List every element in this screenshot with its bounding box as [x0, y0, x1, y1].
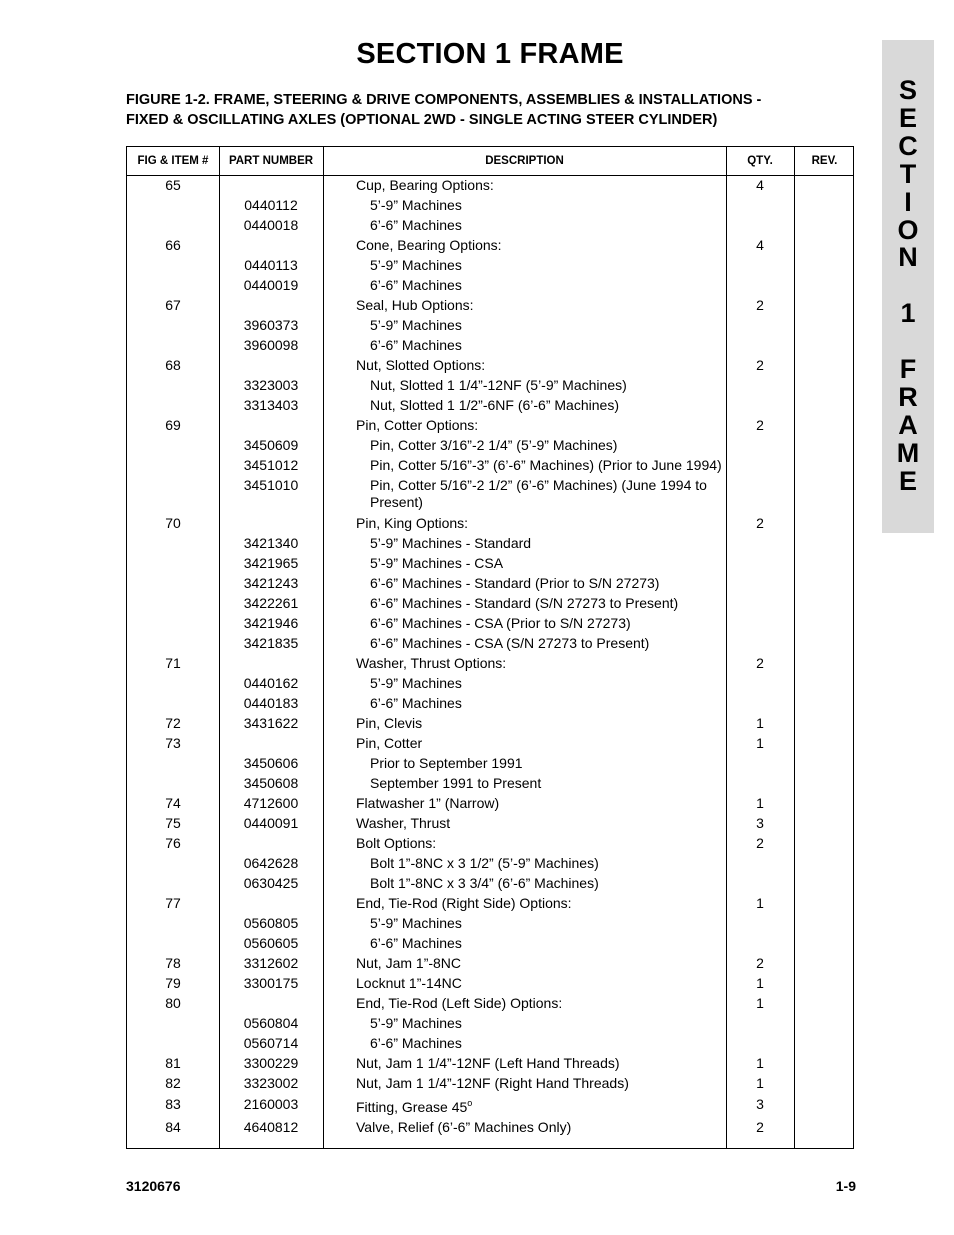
footer-page-number: 1-9: [835, 1178, 856, 1194]
quantity: 2: [756, 515, 764, 531]
side-tab-letter: T: [899, 159, 917, 189]
side-tab-letter: R: [898, 382, 918, 412]
table-row: [127, 377, 855, 397]
quantity: 3: [756, 815, 764, 831]
quantity: 1: [756, 1075, 764, 1091]
side-tab-letter: S: [898, 75, 917, 105]
item-number: 80: [165, 995, 181, 1011]
part-number: 2160003: [243, 1096, 299, 1112]
description: 5’-9” Machines: [370, 1015, 462, 1031]
item-number: 65: [165, 177, 181, 193]
table-row: [127, 257, 855, 277]
quantity: 4: [756, 237, 764, 253]
description: 6’-6” Machines - Standard (S/N 27273 to Present): [370, 595, 679, 611]
page-title: SECTION 1 FRAME: [356, 38, 624, 70]
quantity: 1: [756, 975, 764, 991]
description: 6’-6” Machines: [370, 217, 462, 233]
table-row: [127, 755, 855, 775]
figure-caption-line-1: FIGURE 1-2. FRAME, STEERING & DRIVE COMPONENTS, ASSEMBLIES & INSTALLATIONS -: [126, 92, 762, 108]
description: 6’-6” Machines: [370, 935, 462, 951]
quantity: 4: [756, 177, 764, 193]
table-row: [127, 1095, 855, 1119]
side-tab-letter: M: [896, 438, 920, 468]
item-number: 76: [165, 835, 181, 851]
description: Pin, Clevis: [356, 715, 423, 731]
part-number: 0440019: [243, 277, 299, 293]
table-row: [127, 795, 855, 815]
parts-table: [126, 146, 854, 1149]
item-number: 77: [165, 895, 181, 911]
part-number: 3421946: [243, 615, 299, 631]
part-number: 3300175: [243, 975, 299, 991]
description: Pin, Cotter Options:: [356, 417, 479, 433]
item-number: 75: [165, 815, 181, 831]
table-row: [127, 855, 855, 875]
description: Washer, Thrust: [356, 815, 451, 831]
description: 6’-6” Machines: [370, 1035, 462, 1051]
side-tab-letter: E: [898, 466, 917, 496]
header-item: FIG & ITEM #: [137, 155, 209, 167]
quantity: 2: [756, 1119, 764, 1135]
table-row: [127, 1075, 855, 1095]
item-number: 68: [165, 357, 181, 373]
description: Nut, Slotted 1 1/4”-12NF (5’-9” Machines): [370, 377, 627, 393]
side-tab-letter: 1: [900, 298, 916, 328]
table-row: [127, 1055, 855, 1075]
description: 6’-6” Machines - CSA (Prior to S/N 27273): [370, 615, 631, 631]
description: Nut, Jam 1 1/4”-12NF (Right Hand Threads): [356, 1075, 629, 1091]
table-row: [127, 815, 855, 835]
table-row: [127, 1119, 855, 1139]
header-divider: [127, 175, 853, 176]
table-row: [127, 337, 855, 357]
item-number: 78: [165, 955, 181, 971]
part-number: 0440091: [243, 815, 299, 831]
description: Nut, Jam 1 1/4”-12NF (Left Hand Threads): [356, 1055, 620, 1071]
item-number: 82: [165, 1075, 181, 1091]
table-row: [127, 217, 855, 237]
item-number: 73: [165, 735, 181, 751]
table-row: [127, 437, 855, 457]
description: Pin, Cotter 5/16”-3” (6’-6” Machines) (Prior to June 1994): [370, 457, 722, 473]
table-row: [127, 655, 855, 675]
table-row: [127, 695, 855, 715]
description: Cone, Bearing Options:: [356, 237, 502, 253]
description: Locknut 1”-14NC: [356, 975, 462, 991]
table-row: [127, 895, 855, 915]
side-tab-letter: A: [898, 410, 918, 440]
part-number: 0642628: [243, 855, 299, 871]
part-number: 3323003: [243, 377, 299, 393]
description: 6’-6” Machines: [370, 337, 462, 353]
part-number: 0440112: [244, 197, 298, 213]
part-number: 3421965: [243, 555, 299, 571]
item-number: 67: [165, 297, 181, 313]
description-text: Fitting, Grease 45: [356, 1099, 468, 1115]
quantity: 2: [756, 297, 764, 313]
item-number: 70: [165, 515, 181, 531]
quantity: 1: [756, 895, 764, 911]
side-tab-letter: C: [898, 131, 918, 161]
quantity: 1: [756, 735, 764, 751]
header-qty: QTY.: [747, 155, 773, 167]
side-tab-letter: N: [898, 242, 918, 272]
description: Flatwasher 1” (Narrow): [356, 795, 500, 811]
description: Bolt Options:: [356, 835, 437, 851]
description: Pin, King Options:: [356, 515, 469, 531]
table-row: [127, 297, 855, 317]
description: 5’-9” Machines: [370, 675, 462, 691]
table-row: [127, 635, 855, 655]
description: Nut, Slotted Options:: [356, 357, 486, 373]
description: End, Tie-Rod (Right Side) Options:: [356, 895, 572, 911]
table-row: [127, 555, 855, 575]
table-row: [127, 955, 855, 975]
description: 6’-6” Machines: [370, 277, 462, 293]
item-number: 79: [165, 975, 181, 991]
side-tab-letter: I: [904, 187, 912, 217]
description: Seal, Hub Options:: [356, 297, 474, 313]
figure-caption: [126, 90, 846, 130]
table-row: [127, 277, 855, 297]
part-number: 3451010: [243, 477, 299, 493]
table-row: [127, 197, 855, 217]
table-row: [127, 875, 855, 895]
table-row: [127, 595, 855, 615]
table-row: [127, 397, 855, 417]
side-tab-letter: E: [898, 103, 917, 133]
table-row: [127, 457, 855, 477]
quantity: 2: [756, 417, 764, 433]
quantity: 2: [756, 955, 764, 971]
description: Pin, Cotter 3/16”-2 1/4” (5’-9” Machines): [370, 437, 618, 453]
part-number: 0440183: [243, 695, 299, 711]
header-part-number: PART NUMBER: [228, 155, 314, 167]
part-number: 3300229: [243, 1055, 299, 1071]
footer-doc-number: 3120676: [126, 1178, 181, 1194]
side-tab-letter: O: [897, 215, 919, 245]
description: Washer, Thrust Options:: [356, 655, 507, 671]
part-number: 4712600: [243, 795, 299, 811]
item-number: 66: [165, 237, 181, 253]
table-row: [127, 357, 855, 377]
quantity: 3: [756, 1096, 764, 1112]
table-row: [127, 1015, 855, 1035]
quantity: 1: [756, 1055, 764, 1071]
part-number: 4640812: [243, 1119, 299, 1135]
description: 5’-9” Machines - Standard: [370, 535, 532, 551]
quantity: 2: [756, 835, 764, 851]
part-number: 3323002: [243, 1075, 299, 1091]
description: Valve, Relief (6’-6” Machines Only): [356, 1119, 572, 1135]
table-row: [127, 715, 855, 735]
quantity: 2: [756, 655, 764, 671]
quantity: 1: [756, 715, 764, 731]
item-number: 69: [165, 417, 181, 433]
table-row: [127, 935, 855, 955]
part-number: 3421243: [243, 575, 299, 591]
part-number: 3431622: [243, 715, 299, 731]
description: 5’-9” Machines: [370, 317, 462, 333]
header-rev: REV.: [811, 155, 838, 167]
description: [356, 1099, 726, 1116]
item-number: 83: [165, 1096, 181, 1112]
part-number: 3422261: [243, 595, 299, 611]
table-row: [127, 477, 855, 515]
item-number: 74: [165, 795, 181, 811]
description: Bolt 1”-8NC x 3 3/4” (6’-6” Machines): [370, 875, 599, 891]
quantity: 1: [756, 795, 764, 811]
table-row: [127, 177, 855, 197]
part-number: 3450606: [243, 755, 299, 771]
description: Cup, Bearing Options:: [356, 177, 494, 193]
part-number: 3450608: [243, 775, 299, 791]
header-description: DESCRIPTION: [485, 155, 564, 167]
description: Pin, Cotter: [356, 735, 423, 751]
description: 5’-9” Machines - CSA: [370, 555, 504, 571]
table-row: [127, 417, 855, 437]
item-number: 84: [165, 1119, 181, 1135]
part-number: 0440162: [243, 675, 299, 691]
description: Nut, Slotted 1 1/2”-6NF (6’-6” Machines): [370, 397, 619, 413]
item-number: 81: [165, 1055, 181, 1071]
figure-caption-line-2: FIXED & OSCILLATING AXLES (OPTIONAL 2WD - SINGLE ACTING STEER CYLINDER): [126, 112, 718, 128]
part-number: 3450609: [243, 437, 299, 453]
description: Prior to September 1991: [370, 755, 523, 771]
description: Nut, Jam 1”-8NC: [356, 955, 462, 971]
part-number: 3960373: [243, 317, 299, 333]
table-row: [127, 535, 855, 555]
description: 6’-6” Machines: [370, 695, 462, 711]
table-row: [127, 835, 855, 855]
table-row: [127, 675, 855, 695]
part-number: 3960098: [243, 337, 299, 353]
description: End, Tie-Rod (Left Side) Options:: [356, 995, 563, 1011]
description: 6’-6” Machines - CSA (S/N 27273 to Present): [370, 635, 650, 651]
description: September 1991 to Present: [370, 775, 542, 791]
table-row: [127, 775, 855, 795]
part-number: 3421835: [243, 635, 299, 651]
part-number: 3451012: [243, 457, 299, 473]
description: 5’-9” Machines: [370, 915, 462, 931]
part-number: 0560804: [243, 1015, 299, 1031]
side-tab-letter: F: [899, 354, 917, 384]
table-row: [127, 735, 855, 755]
part-number: 0560805: [243, 915, 299, 931]
description: 5’-9” Machines: [370, 257, 462, 273]
part-number: 3312602: [243, 955, 299, 971]
quantity: 2: [756, 357, 764, 373]
table-row: [127, 615, 855, 635]
table-row: [127, 995, 855, 1015]
section-side-tab: [882, 40, 934, 533]
part-number: 0560605: [243, 935, 299, 951]
part-number: 0560714: [243, 1035, 299, 1051]
degree-superscript: o: [467, 1098, 473, 1108]
part-number: 0630425: [243, 875, 299, 891]
table-row: [127, 515, 855, 535]
description: 5’-9” Machines: [370, 197, 462, 213]
part-number: 0440018: [243, 217, 299, 233]
table-row: [127, 237, 855, 257]
table-row: [127, 575, 855, 595]
table-row: [127, 975, 855, 995]
description: 6’-6” Machines - Standard (Prior to S/N 27273): [370, 575, 660, 591]
part-number: 3421340: [243, 535, 299, 551]
part-number: 3313403: [243, 397, 299, 413]
quantity: 1: [756, 995, 764, 1011]
table-row: [127, 915, 855, 935]
description: Pin, Cotter 5/16”-2 1/2” (6’-6” Machines) (June 1994 to Present): [370, 477, 707, 510]
table-row: [127, 1035, 855, 1055]
part-number: 0440113: [244, 257, 298, 273]
description: Bolt 1”-8NC x 3 1/2” (5’-9” Machines): [370, 855, 599, 871]
item-number: 71: [165, 655, 181, 671]
table-row: [127, 317, 855, 337]
item-number: 72: [165, 715, 181, 731]
